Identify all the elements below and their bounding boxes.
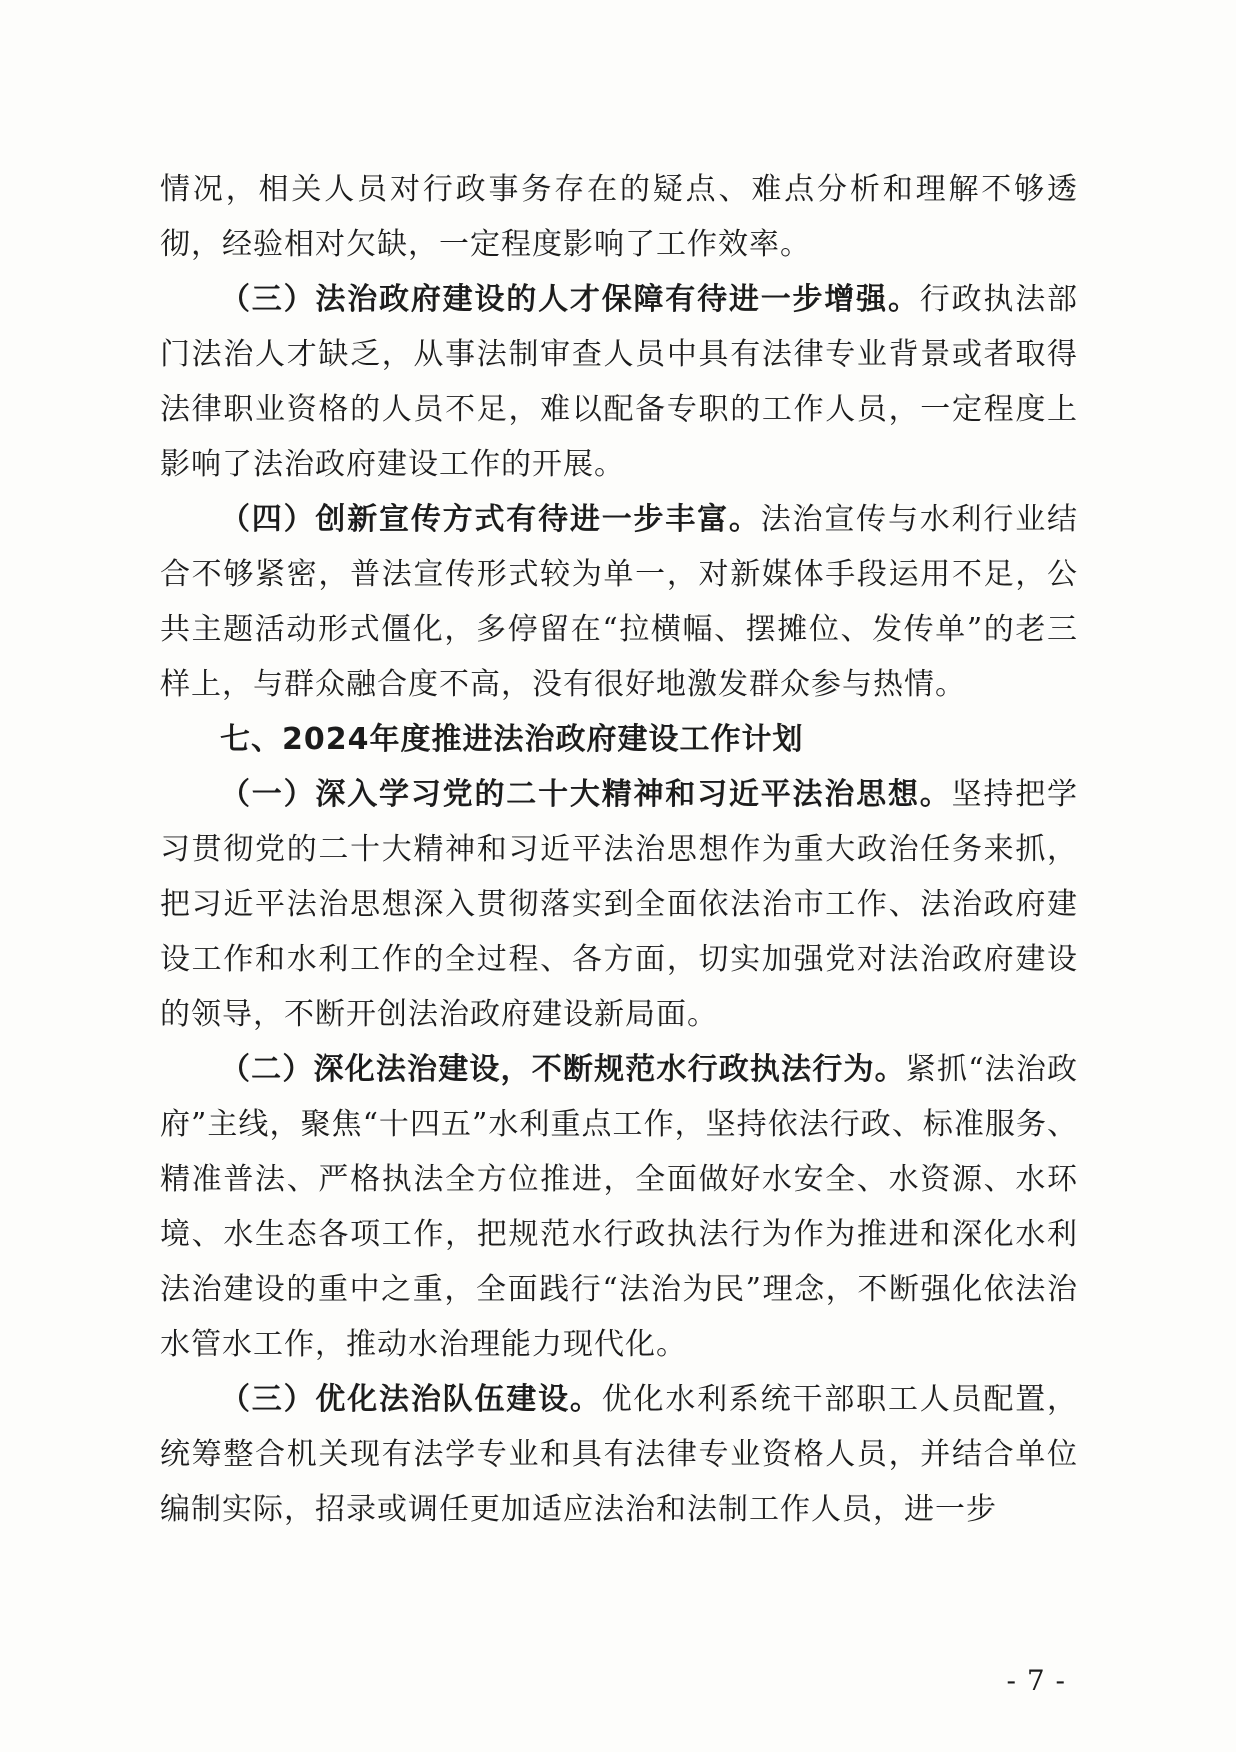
- paragraph-text: 情况，相关人员对行政事务存在的疑点、难点分析和理解不够透彻，经验相对欠缺，一定程度影响了工作效率。: [160, 172, 1078, 262]
- paragraph-heading: （四）创新宣传方式有待进一步丰富。: [220, 502, 761, 537]
- paragraph-text: 优化水利系统干部职工人员配置，统筹整合机关现有法学专业和具有法律专业资格人员，并结合单位编制实际，招录或调任更加适应法治和法制工作人员，进一步: [160, 1382, 1079, 1527]
- paragraph-heading: （一）深入学习党的二十大精神和习近平法治思想。: [220, 777, 952, 812]
- paragraph-heading: （三）法治政府建设的人才保障有待进一步增强。: [220, 282, 920, 317]
- paragraph-study-spirit: [160, 767, 1078, 1042]
- paragraph-heading: （二）深化法治建设，不断规范水行政执法行为。: [220, 1052, 906, 1087]
- paragraph-text: 行政执法部门法治人才缺乏，从事法制审查人员中具有法律专业背景或者取得法律职业资格的人员不足，难以配备专职的工作人员，一定程度上影响了法治政府建设工作的开展。: [160, 282, 1079, 482]
- paragraph-team-building: [160, 1372, 1078, 1537]
- paragraph-publicity-methods: [160, 492, 1078, 712]
- paragraph-talent-guarantee: [160, 272, 1078, 492]
- paragraph-heading: （三）优化法治队伍建设。: [220, 1382, 602, 1417]
- paragraph-deepen-rule-of-law: [160, 1042, 1078, 1372]
- paragraph-text: 紧抓“法治政府”主线，聚焦“十四五”水利重点工作，坚持依法行政、标准服务、精准普法、严格执法全方位推进，全面做好水安全、水资源、水环境、水生态各项工作，把规范水行政执法行为作为推进和深化水利法治建设的重中之重，全面践行“法治为民”理念，不断强化依法治水管水工作，推动水治理能力现代化。: [160, 1052, 1078, 1362]
- document-body: [160, 162, 1078, 1537]
- paragraph-text: 坚持把学习贯彻党的二十大精神和习近平法治思想作为重大政治任务来抓，把习近平法治思想深入贯彻落实到全面依法治市工作、法治政府建设工作和水利工作的全过程、各方面，切实加强党对法治政府建设的领导，不断开创法治政府建设新局面。: [160, 777, 1079, 1032]
- paragraph-text: 法治宣传与水利行业结合不够紧密，普法宣传形式较为单一，对新媒体手段运用不足，公共主题活动形式僵化，多停留在“拉横幅、摆摊位、发传单”的老三样上，与群众融合度不高，没有很好地激发群众参与热情。: [160, 502, 1079, 702]
- section-title: 七、2024年度推进法治政府建设工作计划: [220, 722, 804, 757]
- paragraph-continued: [160, 162, 1078, 272]
- page-number: - 7 -: [1006, 1664, 1066, 1697]
